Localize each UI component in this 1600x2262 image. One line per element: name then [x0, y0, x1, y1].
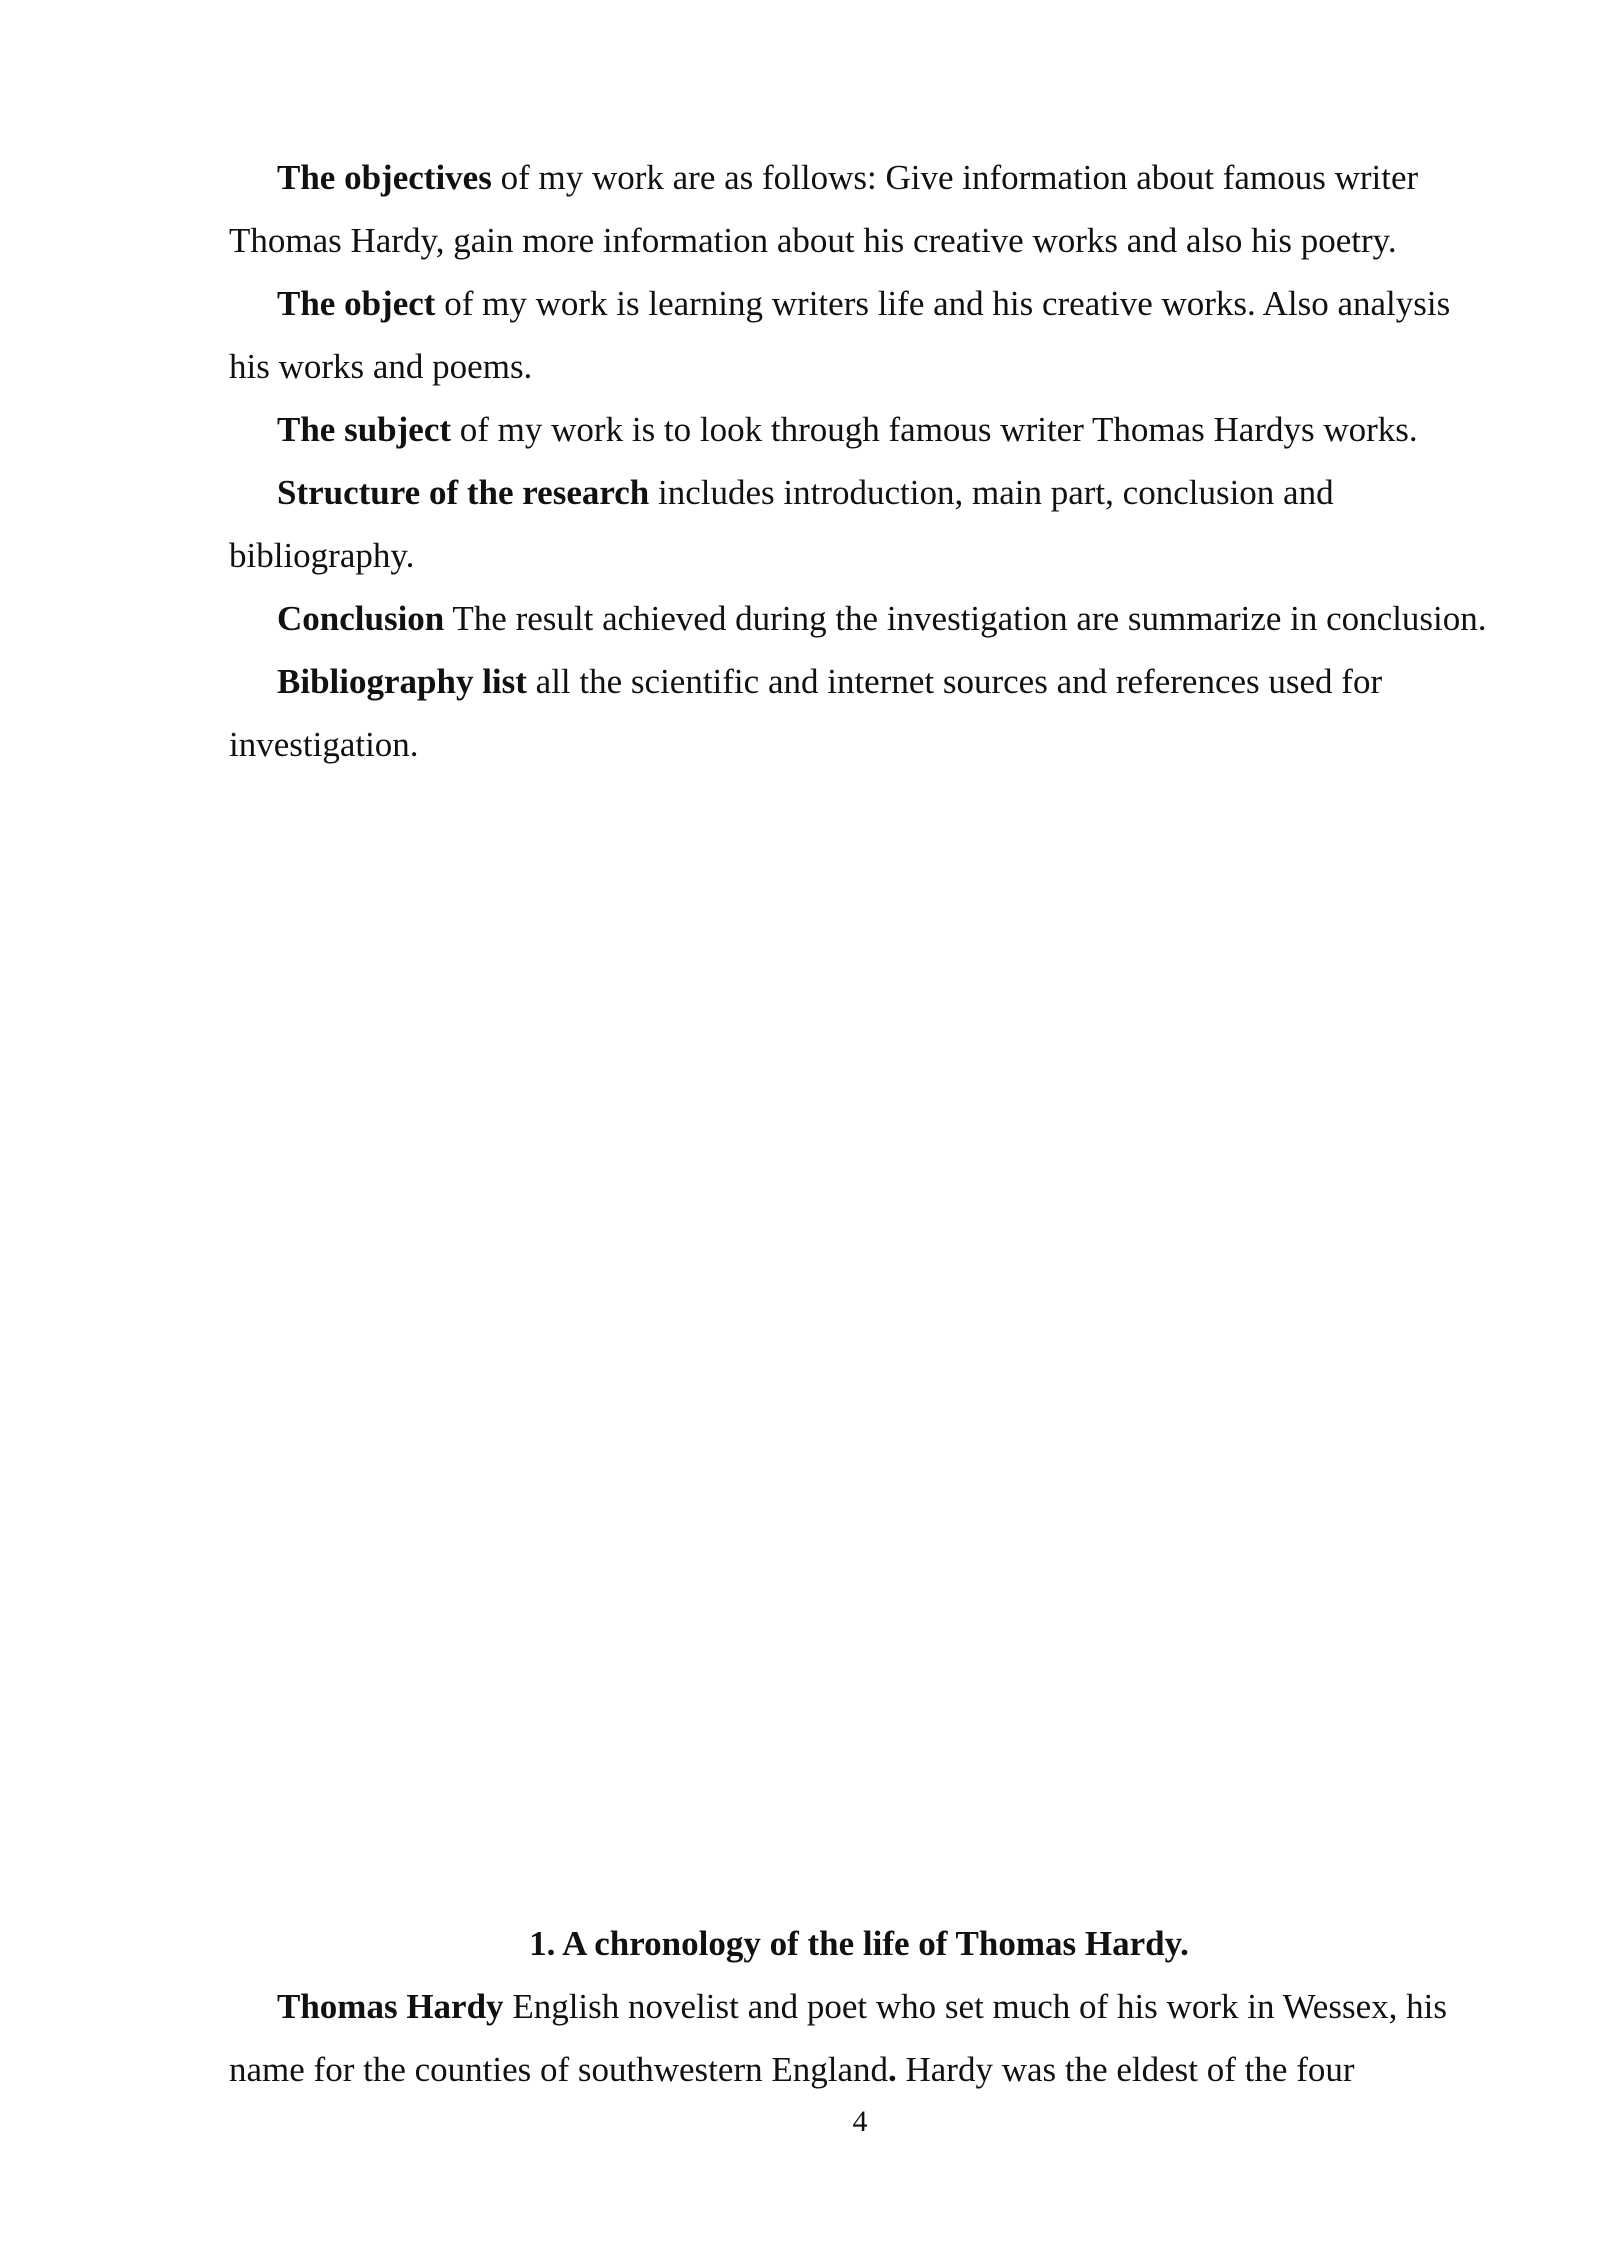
text-conclusion: The result achieved during the investigation are summarize in conclusion.	[444, 599, 1487, 638]
paragraph-thomas-hardy	[229, 1975, 1489, 2101]
lead-objectives: The objectives	[277, 158, 492, 197]
paragraph-bibliography	[229, 650, 1489, 776]
paragraph-subject	[229, 398, 1489, 461]
text-structure: includes introduction, main part, conclusion and bibliography.	[229, 473, 1334, 575]
page-number: 4	[852, 2105, 868, 2138]
text-object: of my work is learning writers life and his creative works. Also analysis his works and poems.	[229, 284, 1451, 386]
section-body	[229, 1975, 1489, 2101]
lead-bibliography: Bibliography list	[277, 662, 527, 701]
text-subject: of my work is to look through famous writer Thomas Hardys works.	[451, 410, 1418, 449]
paragraph-conclusion	[229, 587, 1489, 650]
text-objectives: of my work are as follows: Give information about famous writer Thomas Hardy, gain more information about his creative works and also his poetry.	[229, 158, 1419, 260]
bold-period: .	[887, 2050, 897, 2089]
paragraph-objectives	[229, 146, 1489, 272]
lead-structure: Structure of the research	[277, 473, 650, 512]
lead-subject: The subject	[277, 410, 452, 449]
lead-conclusion: Conclusion	[277, 599, 445, 638]
text-thomas-hardy-2: Hardy was the eldest of the four	[896, 2050, 1355, 2089]
text-thomas-hardy-1: English novelist and poet who set much of his work in Wessex, his name for the counties of southwestern England	[229, 1987, 1447, 2089]
intro-section	[229, 146, 1489, 776]
lead-object: The object	[277, 284, 436, 323]
section-heading: 1. A chronology of the life of Thomas Hardy.	[529, 1924, 1189, 1963]
paragraph-object	[229, 272, 1489, 398]
text-bibliography: all the scientific and internet sources and references used for investigation.	[229, 662, 1383, 764]
paragraph-structure	[229, 461, 1489, 587]
lead-thomas-hardy: Thomas Hardy	[277, 1987, 504, 2026]
